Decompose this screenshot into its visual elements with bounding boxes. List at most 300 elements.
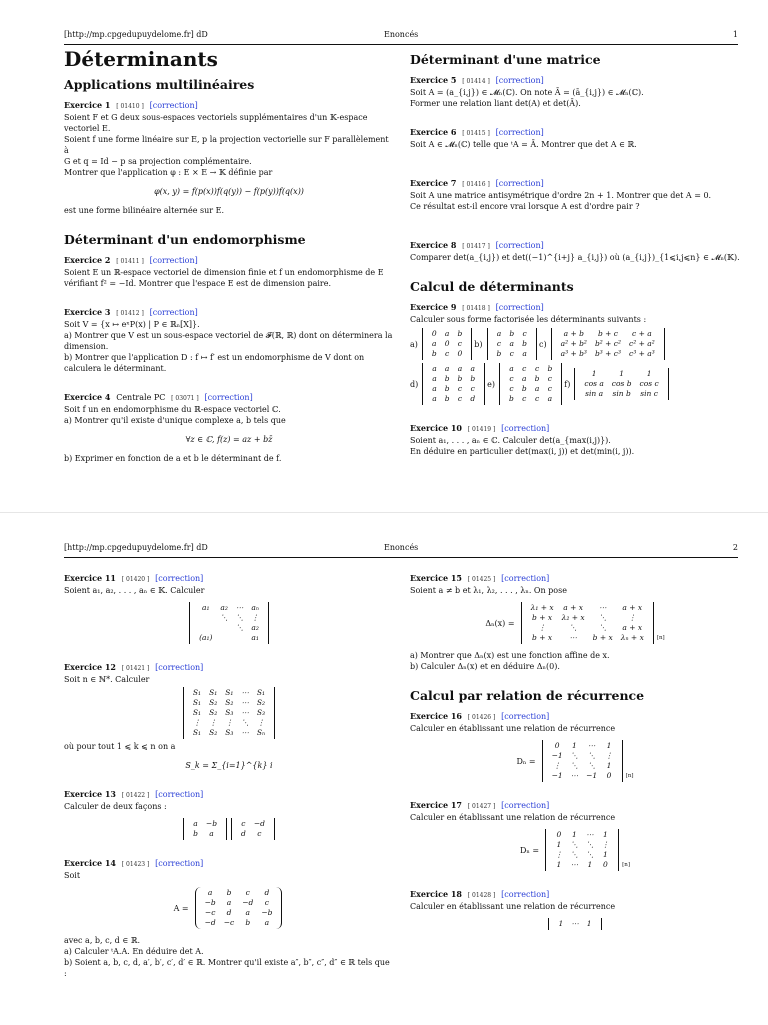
matrix-cell: 0 xyxy=(444,339,450,348)
matrix-cell: a xyxy=(207,888,213,897)
page-2 xyxy=(0,512,768,1025)
matrix-cell: −d xyxy=(204,918,216,927)
matrix-row xyxy=(580,389,662,399)
matrix-cell xyxy=(216,633,232,643)
matrix-table xyxy=(428,364,479,404)
matrix-cell: a xyxy=(432,374,437,383)
matrix-cell: b + x xyxy=(532,613,553,622)
header-url[interactable]: [http://mp.cpgedupuydelome.fr] dD xyxy=(64,30,208,39)
matrix-row xyxy=(428,394,479,404)
matrix-cell: a₁ xyxy=(201,603,210,612)
text-line: calculera le déterminant. xyxy=(64,364,167,373)
matrix-cell: 1 xyxy=(646,369,652,378)
matrix-cell: b xyxy=(444,384,450,393)
exercise-label: Exercice 15 xyxy=(410,573,462,583)
exercise-15 xyxy=(410,573,740,672)
exercise-heading xyxy=(410,889,740,901)
exercise-heading xyxy=(410,573,740,585)
determinant-name: Dₙ = xyxy=(520,845,540,855)
matrix-row xyxy=(548,751,617,761)
text-line: a) Montrer qu'il existe d'unique complexe a, b tels que xyxy=(64,416,286,425)
matrix-cell: S₂ xyxy=(209,728,218,737)
matrix-cell: c xyxy=(547,374,552,383)
exercise-tag: [ 01419 ] xyxy=(467,426,496,433)
matrix-cell: −b xyxy=(204,898,216,907)
matrix-cell: ⋮ xyxy=(257,718,265,727)
section-heading: Applications multilinéaires xyxy=(64,77,255,92)
matrix-cell: d xyxy=(470,394,476,403)
exercise-tag: [ 01412 ] xyxy=(116,310,144,317)
matrix-cell: 1 xyxy=(603,850,608,859)
matrix-cell: ⋯ xyxy=(570,860,579,869)
exercise-10 xyxy=(410,423,740,457)
exercise-heading xyxy=(64,573,394,585)
exercise-4 xyxy=(64,392,394,464)
text-line: a) Montrer que V est un sous-espace vectoriel de 𝓕(ℝ, ℝ) dont on déterminera la xyxy=(64,331,393,340)
correction-link[interactable]: [correction] xyxy=(155,663,204,672)
matrix-row xyxy=(551,830,613,840)
matrix-cell: −1 xyxy=(586,771,598,780)
text-line: Former une relation liant det(A) et det(Ā). xyxy=(410,99,581,108)
text-line: Ce résultat est-il encore vrai lorsque A est d'ordre pair ? xyxy=(410,202,640,211)
section-heading: Calcul par relation de récurrence xyxy=(410,688,645,703)
matrix-row xyxy=(201,888,277,898)
determinant xyxy=(545,829,619,871)
text-line: Soit f un en endomorphisme du ℝ-espace vectoriel ℂ. xyxy=(64,405,281,414)
exercise-heading xyxy=(64,307,394,319)
matrix-cell: a xyxy=(444,329,450,338)
text-line: Calculer de deux façons : xyxy=(64,802,167,811)
determinant-display xyxy=(410,602,740,644)
matrix-cell: S₁ xyxy=(192,688,202,697)
matrix-cell: d xyxy=(264,888,270,897)
matrix-cell: a xyxy=(264,918,270,927)
matrix-cell: c xyxy=(245,888,250,897)
matrix-table xyxy=(554,919,595,929)
determinant-2 xyxy=(231,818,275,840)
determinant xyxy=(542,740,623,782)
matrix-cell: ⋱ xyxy=(241,718,249,727)
matrix-cell: a² + b² xyxy=(560,339,587,348)
determinant xyxy=(189,602,269,644)
matrix-cell: −b xyxy=(205,819,217,828)
text-line: Soient f une forme linéaire sur E, p la projection vectorielle sur F parallèlement à xyxy=(64,135,389,155)
correction-link[interactable]: [correction] xyxy=(149,101,198,110)
correction-link[interactable]: [correction] xyxy=(155,574,204,583)
correction-link[interactable]: [correction] xyxy=(155,790,204,799)
matrix-row xyxy=(505,384,556,394)
matrix-cell: b xyxy=(245,918,251,927)
text-line: Soit V = {x ↦ eˣP(x) | P ∈ ℝₙ[X]}. xyxy=(64,320,200,329)
matrix-row xyxy=(189,708,269,718)
matrix-row xyxy=(428,384,479,394)
matrix-cell: ⋮ xyxy=(209,718,217,727)
matrix-cell: a xyxy=(226,898,232,907)
exercise-heading xyxy=(410,800,740,812)
matrix-cell: b xyxy=(521,384,527,393)
matrix-cell: c xyxy=(534,394,540,403)
exercise-label: Exercice 12 xyxy=(64,662,116,672)
correction-link[interactable]: [correction] xyxy=(501,574,550,583)
formula: S_k = Σ_{i=1}^{k} i xyxy=(185,761,273,770)
correction-link[interactable]: [correction] xyxy=(501,424,550,433)
size-subscript: [n] xyxy=(622,862,630,868)
matrix-cell: ⋯ xyxy=(241,728,249,737)
matrix-cell: b xyxy=(193,829,198,838)
matrix-table xyxy=(201,888,277,928)
correction-link[interactable]: [correction] xyxy=(501,890,550,899)
matrix-cell: 1 xyxy=(606,761,612,770)
matrix-cell: a xyxy=(245,908,250,917)
matrix-table xyxy=(551,830,613,870)
matrix-cell: ⋯ xyxy=(571,919,579,928)
matrix-cell: S₃ xyxy=(225,728,234,737)
exercise-label: Exercice 4 xyxy=(64,392,111,402)
matrix-row xyxy=(189,698,269,708)
correction-link[interactable]: [correction] xyxy=(149,256,198,265)
matrix-cell: c xyxy=(534,364,540,373)
matrix-row xyxy=(195,613,263,623)
determinant-1 xyxy=(183,818,227,840)
matrix-cell: 1 xyxy=(572,741,577,750)
matrix-row xyxy=(527,603,648,613)
exercise-tag: [ 03071 ] xyxy=(171,395,199,402)
exercise-label: Exercice 13 xyxy=(64,789,116,799)
matrix-row xyxy=(428,339,466,349)
matrix-cell: 0 xyxy=(556,830,562,839)
matrix-table xyxy=(189,819,221,839)
matrix-cell: c + a xyxy=(632,329,652,338)
matrix-row xyxy=(189,829,221,839)
matrix-cell: ⋯ xyxy=(569,633,577,642)
correction-link[interactable]: [correction] xyxy=(204,393,253,402)
matrix-row xyxy=(551,840,613,850)
exercise-label: Exercice 17 xyxy=(410,800,462,810)
matrix-cell: a + b xyxy=(563,329,584,338)
matrix-cell: ⋱ xyxy=(598,613,607,622)
matrix-row xyxy=(580,379,662,389)
determinant-display xyxy=(64,602,394,644)
text-line: Soit A une matrice antisymétrique d'ordre 2n + 1. Montrer que det A = 0. xyxy=(410,191,712,200)
section-heading: Déterminant d'un endomorphisme xyxy=(64,232,306,247)
matrix-row xyxy=(551,860,613,870)
matrix-cell: S₁ xyxy=(209,688,218,697)
exercise-source: Centrale PC xyxy=(116,393,166,402)
matrix-cell: 0 xyxy=(554,741,560,750)
matrix-row xyxy=(201,908,277,918)
matrix-cell: ⋱ xyxy=(235,613,244,622)
matrix-cell: a xyxy=(522,374,527,383)
determinant-row xyxy=(410,363,740,405)
left-column xyxy=(64,47,394,482)
matrix-cell: b xyxy=(444,374,450,383)
matrix-cell: c xyxy=(457,384,463,393)
matrix-table xyxy=(505,364,556,404)
exercise-label: Exercice 3 xyxy=(64,307,111,317)
page-header xyxy=(64,30,738,45)
determinant-d xyxy=(422,363,485,405)
matrix-cell: a xyxy=(209,829,214,838)
matrix-cell: a xyxy=(193,819,198,828)
right-column xyxy=(410,573,740,948)
matrix-cell: ⋯ xyxy=(570,771,579,780)
exercise-tag: [ 01415 ] xyxy=(462,130,490,137)
correction-link[interactable]: [correction] xyxy=(495,241,544,250)
matrix-cell: b + x xyxy=(532,633,553,642)
matrix-cell: 0 xyxy=(431,329,437,338)
correction-link[interactable]: [correction] xyxy=(495,76,544,85)
determinant xyxy=(521,602,654,644)
text-line: Soit A ∈ 𝓜ₙ(ℂ) telle que ᵗA = Ā. Montrer que det A ∈ ℝ. xyxy=(410,140,637,149)
matrix-cell: S₂ xyxy=(225,698,234,707)
matrix-cell: sin b xyxy=(612,389,631,398)
matrix-cell: ⋮ xyxy=(555,850,563,859)
matrix-table xyxy=(237,819,269,839)
matrix-row xyxy=(493,339,531,349)
matrix-cell: b + x xyxy=(592,633,613,642)
exercise-heading xyxy=(410,127,740,139)
exercise-label: Exercice 16 xyxy=(410,711,462,721)
exercise-heading xyxy=(410,423,740,435)
matrix-cell: c xyxy=(522,364,527,373)
exercise-heading xyxy=(410,240,740,252)
exercise-8 xyxy=(410,240,740,263)
matrix-cell: cos b xyxy=(611,379,632,388)
matrix-row xyxy=(428,374,479,384)
text-line: b) Soient a, b, c, d, a′, b′, c′, d′ ∈ ℝ. Montrer qu'il existe a″, b″, c″, d″ ∈ ℝ tels que : xyxy=(64,958,390,978)
matrix-table xyxy=(428,329,466,359)
matrix-cell: a xyxy=(432,339,437,348)
matrix-cell: ⋮ xyxy=(628,613,637,622)
matrix-cell: −1 xyxy=(551,771,563,780)
matrix-cell: c xyxy=(522,394,527,403)
exercise-heading xyxy=(410,178,740,190)
matrix-cell: d xyxy=(226,908,232,917)
matrix-cell: −c xyxy=(223,918,235,927)
matrix-cell: c xyxy=(509,349,514,358)
matrix-a xyxy=(195,887,283,929)
matrix-row xyxy=(548,741,617,751)
matrix-cell: b² + c² xyxy=(594,339,622,348)
exercise-1 xyxy=(64,100,394,216)
matrix-cell: c xyxy=(509,384,514,393)
matrix-cell: ⋮ xyxy=(605,751,613,760)
matrix-row xyxy=(189,728,269,738)
matrix-cell: Sₙ xyxy=(256,728,266,737)
matrix-row xyxy=(189,718,269,728)
size-subscript: [n] xyxy=(656,635,665,641)
exercise-label: Exercice 18 xyxy=(410,889,462,899)
exercise-tag: [ 01416 ] xyxy=(462,181,490,188)
page-number: 1 xyxy=(732,30,738,39)
document-title: Déterminants xyxy=(64,47,218,71)
exercise-label: Exercice 5 xyxy=(410,75,457,85)
correction-link[interactable]: [correction] xyxy=(495,128,544,137)
item-label: d) xyxy=(410,379,419,389)
page-number: 2 xyxy=(732,543,738,552)
matrix-cell: S₂ xyxy=(209,708,218,717)
matrix-cell: b xyxy=(509,394,514,403)
text-line: vectoriel E. xyxy=(64,124,111,133)
matrix-cell: d xyxy=(241,829,246,838)
exercise-heading xyxy=(64,255,394,267)
exercise-11 xyxy=(64,573,394,644)
matrix-cell: λₙ + x xyxy=(620,633,644,642)
matrix-cell: ⋱ xyxy=(235,623,244,632)
section-heading: Déterminant d'une matrice xyxy=(410,52,601,67)
matrix-cell: 0 xyxy=(457,349,463,358)
matrix-cell: ⋯ xyxy=(241,698,249,707)
text-line: Calculer en établissant une relation de récurrence xyxy=(410,813,616,822)
matrix-row xyxy=(237,819,269,829)
matrix-cell: c xyxy=(496,339,502,348)
matrix-cell: a + x xyxy=(563,603,584,612)
exercise-tag: [ 01421 ] xyxy=(121,665,150,672)
matrix-cell: b + c xyxy=(597,329,618,338)
exercise-label: Exercice 10 xyxy=(410,423,462,433)
formula: φ(x, y) = f(p(x))f(q(y)) − f(p(y))f(q(x)) xyxy=(154,187,304,196)
matrix-cell: c xyxy=(509,374,514,383)
item-label: c) xyxy=(538,339,547,349)
matrix-cell: cos c xyxy=(639,379,659,388)
determinant-a xyxy=(422,328,472,360)
text-line: Soit n ∈ ℕ*. Calculer xyxy=(64,675,150,684)
matrix-cell: (a₁) xyxy=(199,633,213,642)
matrix-cell: c xyxy=(444,349,450,358)
exercise-heading xyxy=(410,711,740,723)
matrix-cell: −d xyxy=(253,819,265,828)
matrix-cell: ⋮ xyxy=(193,718,201,727)
formula: ∀z ∈ ℂ, f(z) = az + bz̄ xyxy=(185,435,273,444)
item-label: e) xyxy=(487,379,496,389)
matrix-cell: b xyxy=(457,374,463,383)
correction-link[interactable]: [correction] xyxy=(149,308,198,317)
text-line: G et q = Id − p sa projection complémentaire. xyxy=(64,157,252,166)
text-line: Soit xyxy=(64,871,81,880)
matrix-cell: S₃ xyxy=(256,708,266,717)
determinant-display xyxy=(410,740,740,782)
exercise-5 xyxy=(410,75,740,109)
exercise-tag: [ 01410 ] xyxy=(116,103,144,110)
correction-link[interactable]: [correction] xyxy=(495,303,544,312)
matrix-table xyxy=(557,329,659,359)
matrix-cell: ⋱ xyxy=(569,623,577,632)
item-label: b) xyxy=(474,339,483,349)
text-line: vérifiant f² = −Id. Montrer que l'espace E est de dimension paire. xyxy=(64,279,332,288)
matrix-row xyxy=(195,633,263,643)
matrix-cell: sin c xyxy=(640,389,658,398)
correction-link[interactable]: [correction] xyxy=(501,712,550,721)
matrix-display xyxy=(64,887,394,929)
determinant xyxy=(548,918,601,930)
exercise-tag: [ 01428 ] xyxy=(467,892,496,899)
matrix-cell: b xyxy=(522,339,527,348)
determinant-display xyxy=(64,687,394,739)
exercise-12 xyxy=(64,662,394,771)
exercise-7 xyxy=(410,178,740,212)
matrix-row xyxy=(505,374,556,384)
matrix-cell: ⋯ xyxy=(235,603,244,612)
matrix-cell: 0 xyxy=(603,860,608,869)
matrix-cell: 1 xyxy=(572,830,577,839)
header-section: Enoncés xyxy=(384,543,419,552)
exercise-heading xyxy=(410,75,740,87)
matrix-row xyxy=(580,369,662,379)
matrix-row xyxy=(557,349,659,359)
text-line: Soient F et G deux sous-espaces vectoriels supplémentaires d'un 𝕂-espace xyxy=(64,113,368,122)
matrix-cell: c xyxy=(264,898,269,907)
exercise-9 xyxy=(410,302,740,405)
matrix-cell: λ₂ + x xyxy=(561,613,585,622)
matrix-row xyxy=(189,688,269,698)
exercise-label: Exercice 11 xyxy=(64,573,116,583)
matrix-row xyxy=(201,898,277,908)
right-column xyxy=(410,50,740,475)
matrix-row xyxy=(493,349,531,359)
matrix-table xyxy=(189,688,269,738)
text-line: a) Calculer ᵗA.A. En déduire det A. xyxy=(64,947,204,956)
matrix-cell: b xyxy=(534,374,540,383)
matrix-cell: ⋱ xyxy=(570,761,579,770)
matrix-cell: λ₁ + x xyxy=(530,603,554,612)
matrix-cell: a xyxy=(432,394,437,403)
text-line: Calculer sous forme factorisée les déterminants suivants : xyxy=(410,315,647,324)
matrix-table xyxy=(548,741,617,781)
matrix-cell: 1 xyxy=(603,830,608,839)
exercise-6 xyxy=(410,127,740,150)
matrix-cell: ⋮ xyxy=(225,718,234,727)
matrix-cell: a xyxy=(432,364,437,373)
header-url[interactable]: [http://mp.cpgedupuydelome.fr] dD xyxy=(64,543,208,552)
correction-link[interactable]: [correction] xyxy=(155,859,204,868)
exercise-tag: [ 01411 ] xyxy=(116,258,144,265)
correction-link[interactable]: [correction] xyxy=(501,801,550,810)
exercise-label: Exercice 9 xyxy=(410,302,457,312)
exercise-heading xyxy=(64,392,394,404)
exercise-heading xyxy=(64,858,394,870)
matrix-cell: b xyxy=(509,329,515,338)
matrix-row xyxy=(557,339,659,349)
matrix-cell: −b xyxy=(261,908,273,917)
determinant-b xyxy=(487,328,537,360)
text-line: b) Calculer Δₙ(x) et en déduire Δₙ(0). xyxy=(410,662,560,671)
matrix-cell: sin a xyxy=(585,389,604,398)
matrix-cell: 0 xyxy=(606,771,612,780)
matrix-cell: a xyxy=(509,364,514,373)
matrix-cell: ⋱ xyxy=(598,623,607,632)
matrix-cell: ⋱ xyxy=(220,613,228,622)
matrix-cell: c xyxy=(547,384,552,393)
left-column xyxy=(64,573,394,997)
exercise-label: Exercice 7 xyxy=(410,178,457,188)
text-line: Soient a₁, a₂, . . . , aₙ ∈ 𝕂. Calculer xyxy=(64,586,205,595)
matrix-cell: a xyxy=(444,364,450,373)
matrix-cell: S₁ xyxy=(192,728,202,737)
item-label: f) xyxy=(564,379,571,389)
matrix-row xyxy=(554,919,595,929)
section-heading: Calcul de déterminants xyxy=(410,279,574,294)
correction-link[interactable]: [correction] xyxy=(495,179,544,188)
exercise-18 xyxy=(410,889,740,930)
matrix-cell: c xyxy=(457,394,463,403)
item-label: a) xyxy=(410,339,418,349)
matrix-row xyxy=(551,850,613,860)
exercise-tag: [ 01420 ] xyxy=(121,576,150,583)
exercise-heading xyxy=(64,100,394,112)
matrix-cell: b³ + c³ xyxy=(594,349,622,358)
matrix-cell: b xyxy=(457,329,463,338)
matrix-row xyxy=(428,349,466,359)
